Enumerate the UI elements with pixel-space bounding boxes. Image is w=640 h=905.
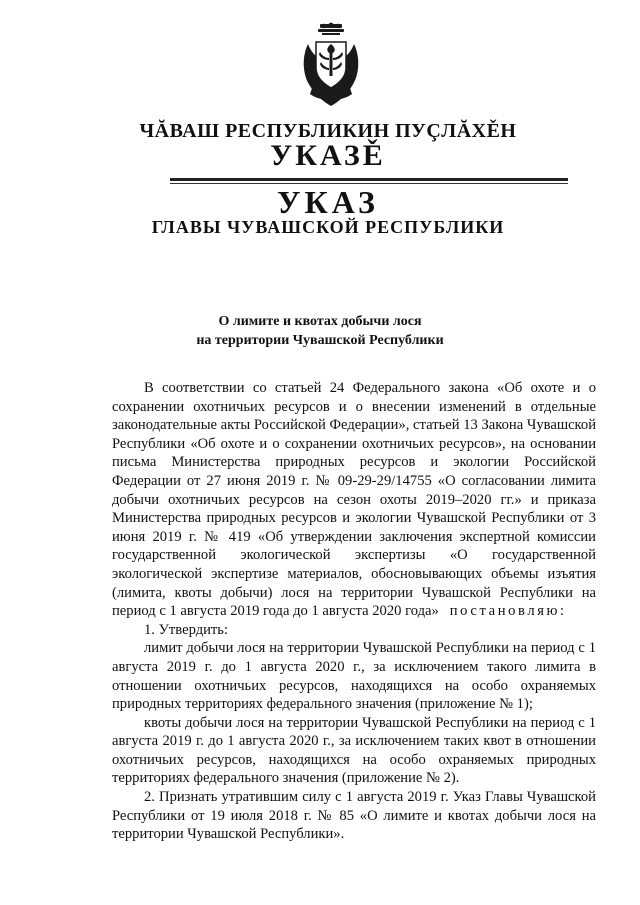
item-2: 2. Признать утратившим силу с 1 августа 2019 г. Указ Главы Чувашской Республики от 19 июля 2018 г. № 85 «О лимите и квотах добычи лося на территории Чувашской Республики». (112, 789, 596, 843)
subject-line-1: О лимите и квотах добычи лося (218, 314, 422, 329)
preamble-text: В соответствии со статьей 24 Федерального закона «Об охоте и о сохранении охотничьих ресурсов и о внесении изменений в отдельные законодательные акты Российской Федерации», статьей 13 Закона Чувашской Республики «Об охоте и о сохранении охотничьих ресурсов», на основании письма Министерства природных ресурсов и экологии Российской Федерации от 27 июня 2019 г. № 09-29-29/14755 «О согласовании лимита добычи охотничьих ресурсов на сезон охоты 2019–2020 гг.» и приказа Министерства природных ресурсов и экологии Чувашской Республики от 3 июня 2019 г. № 419 «Об утверждении заключения экспертной комиссии государственной экологической экспертизы «О государственной экологической экспертизе материалов, обосновывающих объемы изъятия (лимита, квоты добычи) лося на территории Чувашской Республики на период с 1 августа 2019 года до 1 августа 2020 года» (112, 380, 596, 620)
subject-line-2: на территории Чувашской Республики (196, 333, 444, 348)
item-1: 1. Утвердить: (144, 621, 229, 638)
russian-document-type: УКАЗ (277, 184, 379, 220)
header-divider-thick (170, 178, 568, 181)
preamble-paragraph (112, 379, 596, 621)
russian-header-title: ГЛАВЫ ЧУВАШСКОЙ РЕСПУБЛИКИ (151, 217, 505, 237)
document-subject (0, 312, 640, 350)
chuvash-header-title: ЧĂВАШ РЕСПУБЛИКИН ПУÇЛĂХĚН (139, 120, 517, 142)
coat-of-arms-icon (298, 22, 364, 110)
item-1-limit: лимит добычи лося на территории Чувашской Республики на период с 1 августа 2019 г. до 1 августа 2020 г., за исключением такого лимита в отношении охотничьих ресурсов, находящихся на особо охраняемых природных территориях федерального значения (приложение № 1); (112, 640, 596, 713)
resolution-keyword: постановляю: (449, 603, 567, 620)
item-1-quota: квоты добычи лося на территории Чувашской Республики на период с 1 августа 2019 г. до 1 августа 2020 г., за исключением таких квот в отношении охотничьих ресурсов, находящихся на особо охраняемых природных территориях федерального значения (приложение № 2). (112, 714, 596, 787)
chuvash-document-type: УКАЗĚ (270, 139, 386, 172)
document-body (112, 379, 596, 844)
